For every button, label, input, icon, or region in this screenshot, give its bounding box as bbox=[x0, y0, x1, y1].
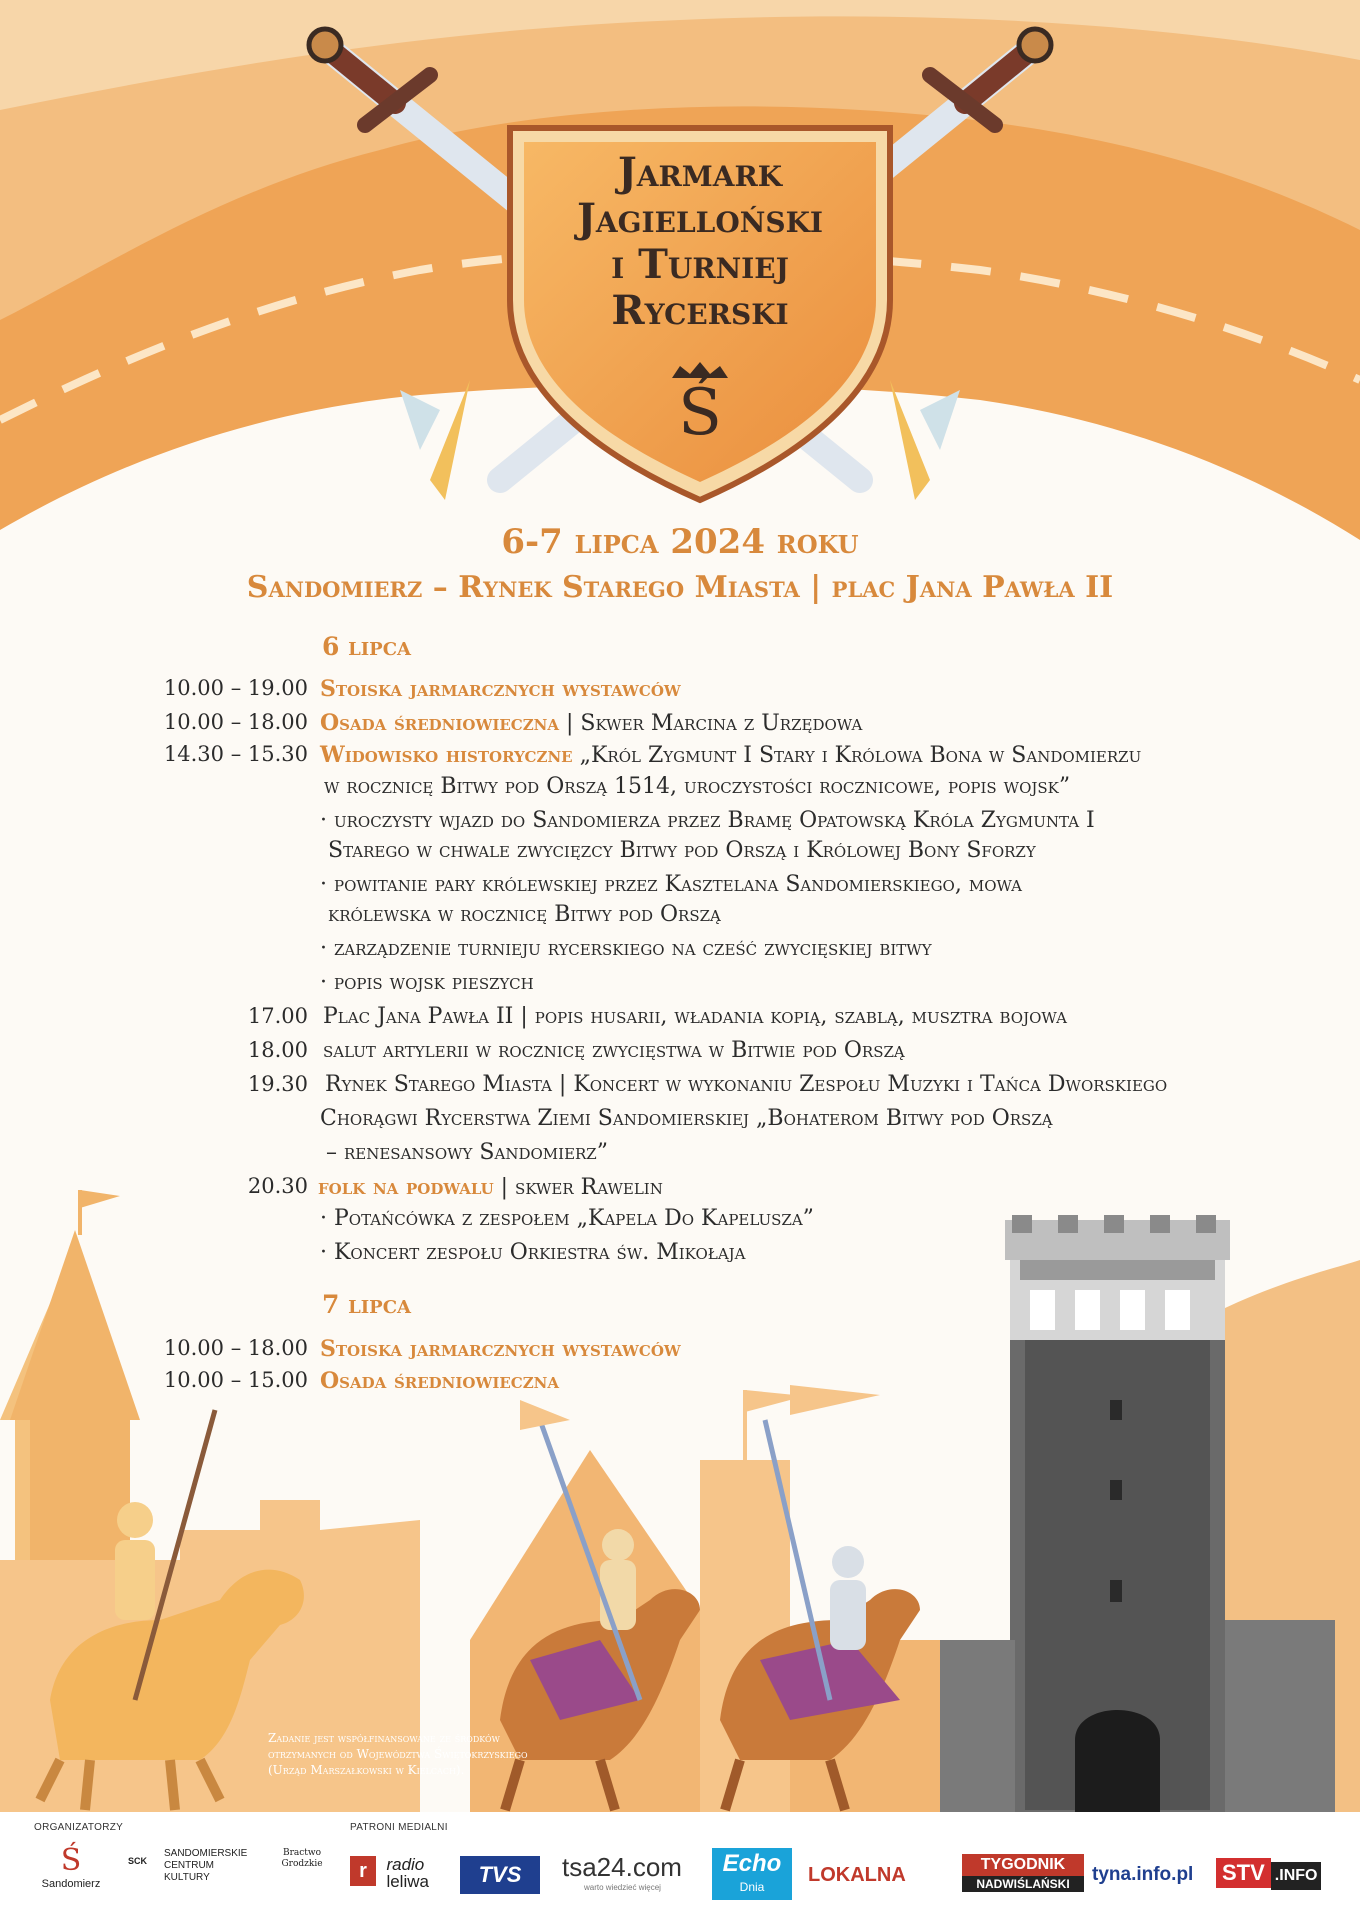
sck-mark: SCK bbox=[128, 1856, 148, 1866]
title-line-4: Rycerski bbox=[611, 287, 789, 334]
tvs-logo[interactable]: TVS bbox=[460, 1856, 540, 1894]
echo-name: Echo bbox=[722, 1850, 782, 1877]
row-time: 17.00 bbox=[247, 1004, 308, 1028]
stv-info: .INFO bbox=[1271, 1862, 1322, 1890]
tsa24-tag: warto wiedzieć więcej bbox=[584, 1883, 661, 1892]
bullet-item: · Potańcówka z zespołem „Kapela Do Kapelusza” bbox=[320, 1206, 814, 1231]
bullet-item: królewska w rocznicę Bitwy pod Orszą bbox=[328, 902, 721, 927]
bullet-item: · powitanie pary królewskiej przez Kasztelana Sandomierskiego, mowa bbox=[320, 872, 1022, 897]
title-line-2: Jagielloński bbox=[576, 195, 823, 242]
sck-text: CENTRUM bbox=[164, 1860, 214, 1871]
schedule-row bbox=[0, 710, 1360, 742]
bullet-item: · popis wojsk pieszych bbox=[320, 970, 534, 995]
echo-sub: Dnia bbox=[739, 1880, 765, 1894]
row-highlight: Osada średniowieczna bbox=[320, 1368, 560, 1394]
patrons-label: PATRONI MEDIALNI bbox=[350, 1822, 448, 1833]
schedule-row bbox=[0, 1004, 1360, 1036]
shield-title bbox=[510, 150, 890, 334]
concert-continuation: Chorągwi Rycerstwa Ziemi Sandomierskiej „Bohaterom Bitwy pod Orszą bbox=[320, 1106, 1053, 1131]
schedule-row bbox=[0, 676, 1360, 708]
day2-heading: 7 lipca bbox=[322, 1290, 412, 1319]
radio-leliwa-logo[interactable] bbox=[350, 1856, 429, 1890]
bullet-item: · uroczysty wjazd do Sandomierza przez Bramę Opatowską Króla Zygmunta I bbox=[320, 808, 1095, 833]
sck-text: KULTURY bbox=[164, 1872, 210, 1883]
row-time: 18.00 bbox=[247, 1038, 308, 1062]
stv-mark: STV bbox=[1216, 1858, 1271, 1888]
row-time: 19.30 bbox=[247, 1072, 308, 1096]
concert-continuation: – renesansowy Sandomierz” bbox=[326, 1140, 608, 1165]
bullet-item: · Koncert zespołu Orkiestra św. Mikołaja bbox=[320, 1240, 746, 1265]
radio-text: leliwa bbox=[386, 1872, 429, 1891]
row-highlight: Stoiska jarmarcznych wystawców bbox=[320, 1336, 681, 1362]
event-location: Sandomierz – Rynek Starego Miasta | plac Jana Pawła II bbox=[246, 570, 1114, 605]
tygodnik-line1: TYGODNIK bbox=[962, 1854, 1084, 1876]
stv-logo[interactable] bbox=[1216, 1858, 1321, 1890]
cofinance-note: Zadanie jest współfinansowane ze środków otrzymanych od Województwa Świętokrzyskiego (Urząd Marszałkowski w Kielcach). bbox=[268, 1731, 528, 1777]
row-text: Rynek Starego Miasta | Koncert w wykonaniu Zespołu Muzyki i Tańca Dworskiego bbox=[325, 1072, 1168, 1097]
schedule-row bbox=[0, 1336, 1360, 1368]
title-line-3: i Turniej bbox=[611, 241, 789, 288]
bractwo-logo[interactable]: Bractwo Grodzkie bbox=[281, 1848, 323, 1869]
schedule-row bbox=[0, 1174, 1360, 1206]
lokalna-logo[interactable]: LOKALNA bbox=[808, 1864, 906, 1886]
schedule-row bbox=[0, 1038, 1360, 1070]
organizers-label: ORGANIZATORZY bbox=[34, 1822, 124, 1833]
schedule-row bbox=[0, 1072, 1360, 1104]
schedule-row bbox=[0, 1368, 1360, 1400]
radio-mark: r bbox=[350, 1856, 376, 1886]
tygodnik-line2: NADWIŚLAŃSKI bbox=[962, 1876, 1084, 1892]
show-continuation: w rocznicę Bitwy pod Orszą 1514, uroczystości rocznicowe, popis wojsk” bbox=[324, 774, 1071, 799]
shield-emblem: Ś bbox=[678, 376, 722, 450]
sck-text: SANDOMIERSKIE bbox=[164, 1848, 248, 1859]
sandomierz-logo[interactable] bbox=[36, 1844, 106, 1890]
tsa24-logo[interactable] bbox=[562, 1852, 682, 1892]
echo-dnia-logo[interactable] bbox=[712, 1848, 792, 1900]
day1-heading: 6 lipca bbox=[322, 632, 412, 661]
footer bbox=[0, 1812, 1360, 1920]
radio-text: radio bbox=[386, 1855, 425, 1874]
row-time: 20.30 bbox=[247, 1174, 308, 1198]
row-text: „Król Zygmunt I Stary i Królowa Bona w Sandomierzu bbox=[579, 743, 1142, 768]
row-highlight: Osada średniowieczna bbox=[320, 710, 560, 736]
row-text: | skwer Rawelin bbox=[500, 1175, 663, 1200]
row-highlight: folk na podwalu bbox=[318, 1174, 494, 1200]
row-text: Plac Jana Pawła II | popis husarii, władania kopią, szablą, musztra bojowa bbox=[323, 1004, 1067, 1029]
tyna-logo[interactable]: tyna.info.pl bbox=[1092, 1864, 1194, 1885]
title-line-1: Jarmark bbox=[617, 149, 783, 196]
sandomierz-mark: Ś bbox=[60, 1843, 82, 1878]
event-dates: 6-7 lipca 2024 roku bbox=[501, 522, 859, 562]
row-time: 10.00 – 19.00 bbox=[163, 676, 308, 700]
row-time: 10.00 – 18.00 bbox=[163, 710, 308, 734]
row-time: 14.30 – 15.30 bbox=[163, 742, 308, 766]
row-text: | Skwer Marcina z Urzędowa bbox=[566, 711, 863, 736]
row-highlight: Stoiska jarmarcznych wystawców bbox=[320, 676, 681, 702]
row-text: salut artylerii w rocznicę zwycięstwa w Bitwie pod Orszą bbox=[323, 1038, 905, 1063]
bullet-item: Starego w chwale zwycięzcy Bitwy pod Orszą i Królowej Bony Sforzy bbox=[328, 838, 1036, 863]
row-time: 10.00 – 15.00 bbox=[163, 1368, 308, 1392]
bullet-item: · zarządzenie turnieju rycerskiego na cześć zwycięskiej bitwy bbox=[320, 936, 932, 961]
schedule-row bbox=[0, 742, 1360, 774]
row-highlight: Widowisko historyczne bbox=[320, 742, 573, 768]
sandomierz-name: Sandomierz bbox=[41, 1878, 101, 1890]
tygodnik-logo[interactable] bbox=[962, 1854, 1084, 1892]
tsa24-name: tsa24.com bbox=[562, 1852, 682, 1882]
row-time: 10.00 – 18.00 bbox=[163, 1336, 308, 1360]
